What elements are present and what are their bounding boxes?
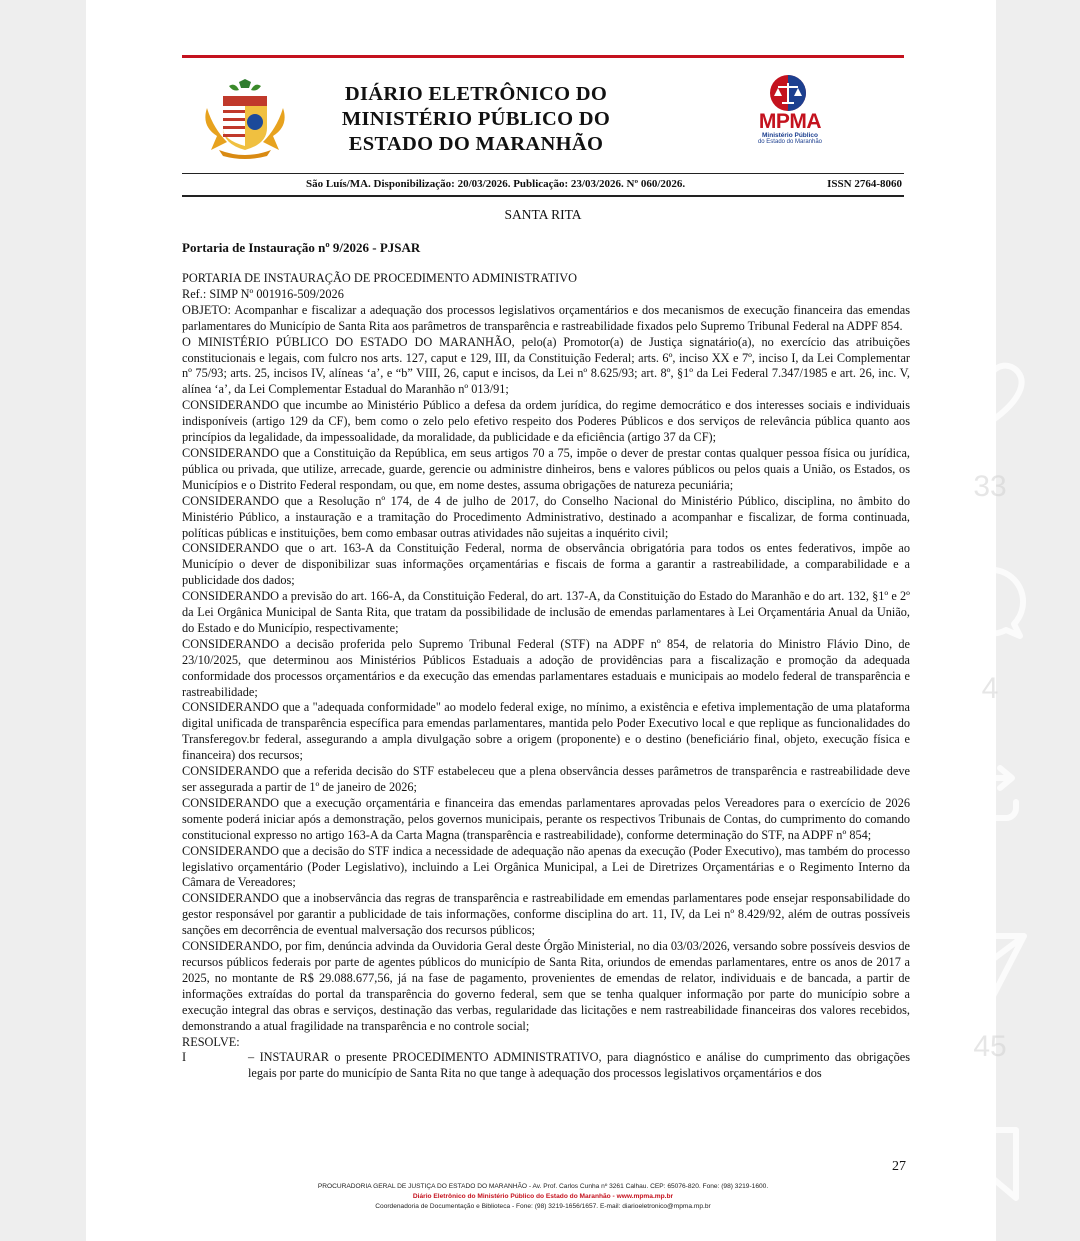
maranhao-coat-of-arms-icon (199, 78, 291, 160)
comment-icon[interactable] (948, 560, 1032, 644)
mpma-logo-subtitle: do Estado do Maranhão (757, 139, 823, 145)
journal-title-line: DIÁRIO ELETRÔNICO DO (344, 83, 608, 105)
share-count: 45 (973, 1030, 1007, 1063)
paragraph: Ref.: SIMP Nº 001916-509/2026 (182, 286, 344, 301)
section-heading: SANTA RITA (504, 207, 582, 222)
paragraph: CONSIDERANDO que a "adequada conformidade" ao modelo federal exige, no mínimo, a existência e efetiva implementação de uma plataforma digital unificada de transparência específica para emendas parlamentares, mantida pelo Poder Executivo local e que replique as funcionalidades do Transferegov.br federal, assegurando a ampla divulgação sobre a origem (proponente) e o destino (beneficiário final, objeto, execução física e financeira) dos recursos; (182, 700, 910, 763)
publication-info: São Luís/MA. Disponibilização: 20/03/2026. Publicação: 23/03/2026. Nº 060/2026. (306, 178, 686, 190)
paragraph: CONSIDERANDO que a Resolução nº 174, de 4 de julho de 2017, do Conselho Nacional do Ministério Público, disciplina, no âmbito do Ministério Público, a instauração e a tramitação do Procedimento Administrativo, destinado a acompanhar e fiscalizar, de forma continuada, políticas públicas e instituições, bem como embasar outras atividades não sujeitas a inquérito civil; (182, 493, 910, 540)
resolve-item (182, 1050, 910, 1082)
portaria-title: Portaria de Instauração nº 9/2026 - PJSAR (182, 240, 421, 255)
issn: ISSN 2764-8060 (827, 178, 902, 190)
journal-title-line: MINISTÉRIO PÚBLICO DO (341, 108, 611, 130)
send-icon[interactable] (948, 924, 1032, 1008)
paragraph: CONSIDERANDO que a referida decisão do STF estabeleceu que a plena observância desses parâmetros de transparência e rastreabilidade deve ser assegurada a partir de 1º de janeiro de 2026; (182, 764, 910, 794)
document-body (182, 271, 910, 1082)
footer-site: Diário Eletrônico do Ministério Público do Estado do Maranhão - www.mpma.mp.br (412, 1193, 674, 1200)
scales-of-justice-icon (742, 74, 838, 114)
paragraph: CONSIDERANDO que a Constituição da República, em seus artigos 70 a 75, impõe o dever de prestar contas qualquer pessoa física ou jurídica, pública ou privada, que utilize, arrecade, guarde, gerencie ou administre dinheiros, bens e valores públicos ou pelos quais a União, os Estados, os Municípios e o Distrito Federal respondam, ou que, em nome destes, assuma obrigações de natureza pecuniária; (182, 445, 910, 492)
resolve-item-number: I (182, 1050, 187, 1065)
paragraph: CONSIDERANDO que a inobservância das regras de transparência e rastreabilidade em emendas parlamentares pode ensejar responsabilidade do gestor responsável por garantir a publicidade de tais informações, conforme disciplina do art. 11, IV, da Lei nº 8.429/92, além de outras possíveis sanções em decorrência de eventual malversação dos recursos públicos; (182, 891, 910, 938)
journal-title-line: ESTADO DO MARANHÃO (348, 133, 604, 155)
paragraph: CONSIDERANDO a decisão proferida pelo Supremo Tribunal Federal (STF) na ADPF nº 854, de relatoria do Ministro Flávio Dino, de 23/10/2025, que determinou aos Ministérios Públicos Estaduais a adoção de providências para a fiscalização e promoção da adequada conformidade dos processos orçamentários e da execução das emendas parlamentares estaduais e municipais ao modelo federal de transparência e rastreabilidade; (182, 636, 910, 699)
paragraph: PORTARIA DE INSTAURAÇÃO DE PROCEDIMENTO ADMINISTRATIVO (182, 271, 578, 285)
resolve-item-text: – INSTAURAR o presente PROCEDIMENTO ADMINISTRATIVO, para diagnóstico e análise do cumprimento das obrigações legais por parte do município de Santa Rita no que tange à adequação dos processos legislativos orçamentários e dos (248, 1050, 910, 1081)
mpma-logo (742, 74, 838, 150)
header-rule (182, 173, 904, 174)
paragraph: CONSIDERANDO a previsão do art. 166-A, da Constituição Federal, do art. 137-A, da Constituição do Estado do Maranhão e do art. 132, §1º e 2º da Lei Orgânica Municipal de Santa Rita, que tratam da possibilidade de inclusão de emendas parlamentares à Lei Orçamentária Anual da União, do Estado e do Município, respectivamente; (182, 589, 910, 635)
journal-title (326, 82, 626, 157)
heart-icon[interactable] (948, 352, 1032, 436)
paragraph: OBJETO: Acompanhar e fiscalizar a adequação dos processos legislativos orçamentários e dos mecanismos de execução financeira das emendas parlamentares do Município de Santa Rita aos parâmetros de transparência e rastreabilidade fixados pelo Supremo Tribunal Federal na ADPF 854. (182, 302, 910, 333)
paragraph: CONSIDERANDO que incumbe ao Ministério Público a defesa da ordem jurídica, do regime democrático e dos interesses sociais e individuais indisponíveis (artigo 129 da CF), bem como o zelo pelo efetivo respeito dos Poderes Públicos e dos serviços de relevância pública quanto aos princípios da legalidade, da impessoalidade, da moralidade, da publicidade e da eficiência (artigo 37 da CF); (182, 398, 910, 445)
repost-icon[interactable] (948, 756, 1032, 840)
footer-contact: Coordenadoria de Documentação e Biblioteca - Fone: (98) 3219-1656/1657. E-mail: diarioeletronico@mpma.mp.br (375, 1203, 711, 1210)
header-rule (182, 195, 904, 197)
publication-info-bar (182, 177, 904, 193)
paragraph: CONSIDERANDO, por fim, denúncia advinda da Ouvidoria Geral deste Órgão Ministerial, no dia 03/03/2026, versando sobre possíveis desvios de recursos públicos federais por parte de agentes públicos do município de Santa Rita, oriundos de emendas parlamentares, entre os anos de 2017 a 2025, no montante de R$ 29.088.677,56, já na fase de pagamento, provenientes de emendas de relator, individuais e de bancada, a partir de informações extraídas do portal da transparência do governo federal, sem que se tenha qualquer informação por parte do município sobre a execução integral das obras e serviços, destinação das verbas, regularidade das licitações e nem rastreabilidade financeiras dos valores recebidos, demonstrando a atual fragilidade na transparência e no controle social; (182, 939, 910, 1033)
bookmark-icon[interactable] (948, 1122, 1032, 1206)
comment-count: 4 (981, 672, 999, 705)
paragraph: CONSIDERANDO que a execução orçamentária e financeira das emendas parlamentares aprovadas pelos Vereadores para o exercício de 2026 somente poderá iniciar após a demonstração, pelos governos municipais, perante os respectivos Tribunais de Contas, do cumprimento do comando constitucional expresso no artigo 163-A da Carta Magna (transparência e rastreabilidade), conforme determinação do STF, na ADPF nº 854; (182, 795, 910, 842)
document-page (86, 0, 996, 1241)
paragraph: O MINISTÉRIO PÚBLICO DO ESTADO DO MARANHÃO, pelo(a) Promotor(a) de Justiça signatário(a), no exercício das atribuições constitucionais e legais, com fulcro nos arts. 127, caput e 129, III, da Constituição Federal; arts. 6º, inciso XX e 7º, inciso I, da Lei Complementar nº 75/93; arts. 25, incisos IV, alíneas ‘a’, e “b” VIII, 26, caput e incisos, da Lei nº 8.625/93; art. 8º, §1º da Lei Federal 7.347/1985 e art. 26, inc. V, alínea ‘a’, da Lei Complementar Estadual do Maranhão nº 013/91; (182, 334, 910, 397)
paragraph: RESOLVE: (182, 1034, 240, 1049)
page-number: 27 (892, 1159, 906, 1174)
page-footer (182, 1182, 904, 1212)
footer-address: PROCURADORIA GERAL DE JUSTIÇA DO ESTADO DO MARANHÃO - Av. Prof. Carlos Cunha nº 3261 Calhau. CEP: 65076-820. Fone: (98) 3219-1600. (317, 1183, 769, 1190)
paragraph: CONSIDERANDO que o art. 163-A da Constituição Federal, norma de observância obrigatória para todos os entes federativos, impõe ao Município o dever de disponibilizar suas informações orçamentárias e fiscais de forma a garantir a rastreabilidade, a comparabilidade e a publicidade dos dados; (182, 541, 910, 588)
mpma-logo-subtitle: Ministério Público (762, 132, 818, 139)
header-top-rule (182, 55, 904, 58)
like-count: 33 (973, 470, 1007, 503)
paragraph: CONSIDERANDO que a decisão do STF indica a necessidade de adequação não apenas da execução (Poder Executivo), mas também do processo legislativo orçamentário (Poder Legislativo), incluindo a Lei Orgânica Municipal, a Lei de Diretrizes Orçamentárias e o Regimento Interno da Câmara de Vereadores; (182, 843, 910, 890)
mpma-logo-text: MPMA (758, 110, 822, 133)
